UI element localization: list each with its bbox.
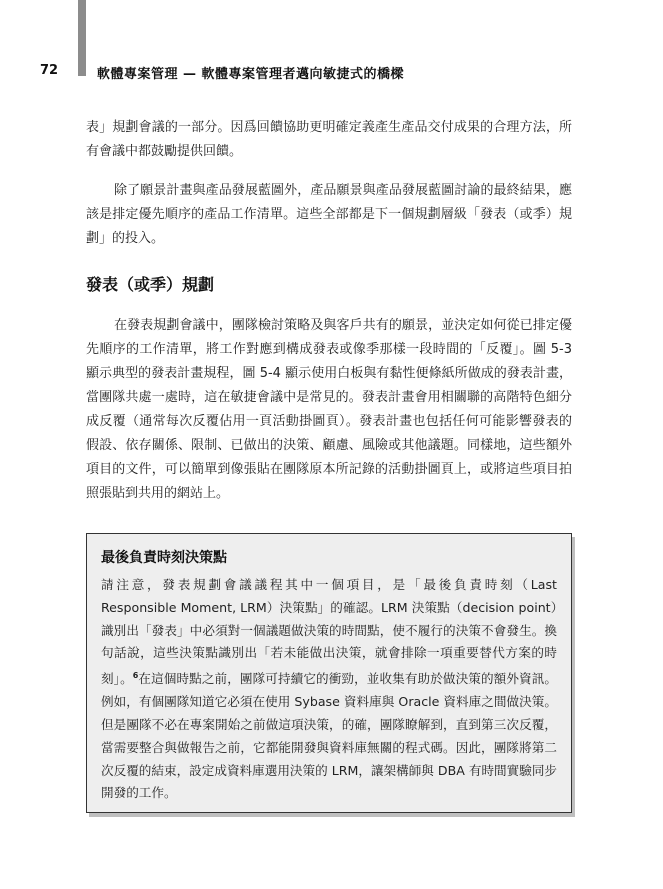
body-paragraph: 表」規劃會議的一部分。因爲回饋協助更明確定義產生產品交付成果的合理方法，所有會議中都鼓勵提供回饋。 bbox=[86, 120, 572, 159]
sidebar-box bbox=[86, 533, 572, 813]
sidebar-text-part: 請注意，發表規劃會議議程其中一個項目，是「最後負責時刻（Last Responsible Moment, LRM）決策點」的確認。LRM 決策點（decision point）識別出「發表」中必須對一個議題做決策的時間點，使不履行的決策不會發生。換句話說，這些決策點識別出「若未能做出決策，就會排除一項重要替代方案的時刻」。 bbox=[101, 577, 557, 687]
footnote-reference[interactable]: 6 bbox=[132, 671, 139, 681]
header-accent-bar bbox=[78, 0, 86, 76]
body-paragraph: 除了願景計畫與產品發展藍圖外，產品願景與產品發展藍圖討論的最終結果，應該是排定優先順序的產品工作清單。這些全部都是下一個規劃層級「發表（或季）規劃」的投入。 bbox=[86, 183, 572, 246]
sidebar-text-part: 在這個時點之前，團隊可持續它的衝勁，並收集有助於做決策的額外資訊。例如，有個團隊知道它必須在使用 Sybase 資料庫與 Oracle 資料庫之間做決策。但是團隊不必在專案開始之前做這項決策，的確，團隊瞭解到，直到第三次反覆，當需要整合與做報告之前，它都能開發與資料庫無關的程式碼。因此，團隊將第二次反覆的結束，設定成資料庫選用決策的 LRM，讓架構師與 DBA 有時間實驗同步開發的工作。 bbox=[101, 671, 558, 801]
page-number: 72 bbox=[40, 63, 59, 78]
sidebar-title: 最後負責時刻決策點 bbox=[101, 550, 227, 566]
running-header: 軟體專案管理 — 軟體專案管理者邁向敏捷式的橋樑 bbox=[97, 67, 405, 82]
body-paragraph: 在發表規劃會議中，團隊檢討策略及與客戶共有的願景，並決定如何從已排定優先順序的工作清單，將工作對應到構成發表或像季那樣一段時間的「反覆」。圖 5-3 顯示典型的發表計畫規程，圖 5-4 顯示使用白板與有黏性便條紙所做成的發表計畫，當團隊共處一處時，這在敏捷會議中是常見的。發表計畫會用相關聯的高階特色細分成反覆（通常每次反覆佔用一頁活動掛圖頁）。發表計畫也包括任何可能影響發表的假設、依存關係、限制、已做出的決策、顧慮、風險或其他議題。同樣地，這些額外項目的文件，可以簡單到像張貼在團隊原本所記錄的活動掛圖頁上，或將這些項目拍照張貼到共用的網站上。 bbox=[86, 318, 572, 501]
sidebar-text bbox=[101, 574, 557, 805]
section-heading: 發表（或季）規劃 bbox=[86, 275, 215, 294]
